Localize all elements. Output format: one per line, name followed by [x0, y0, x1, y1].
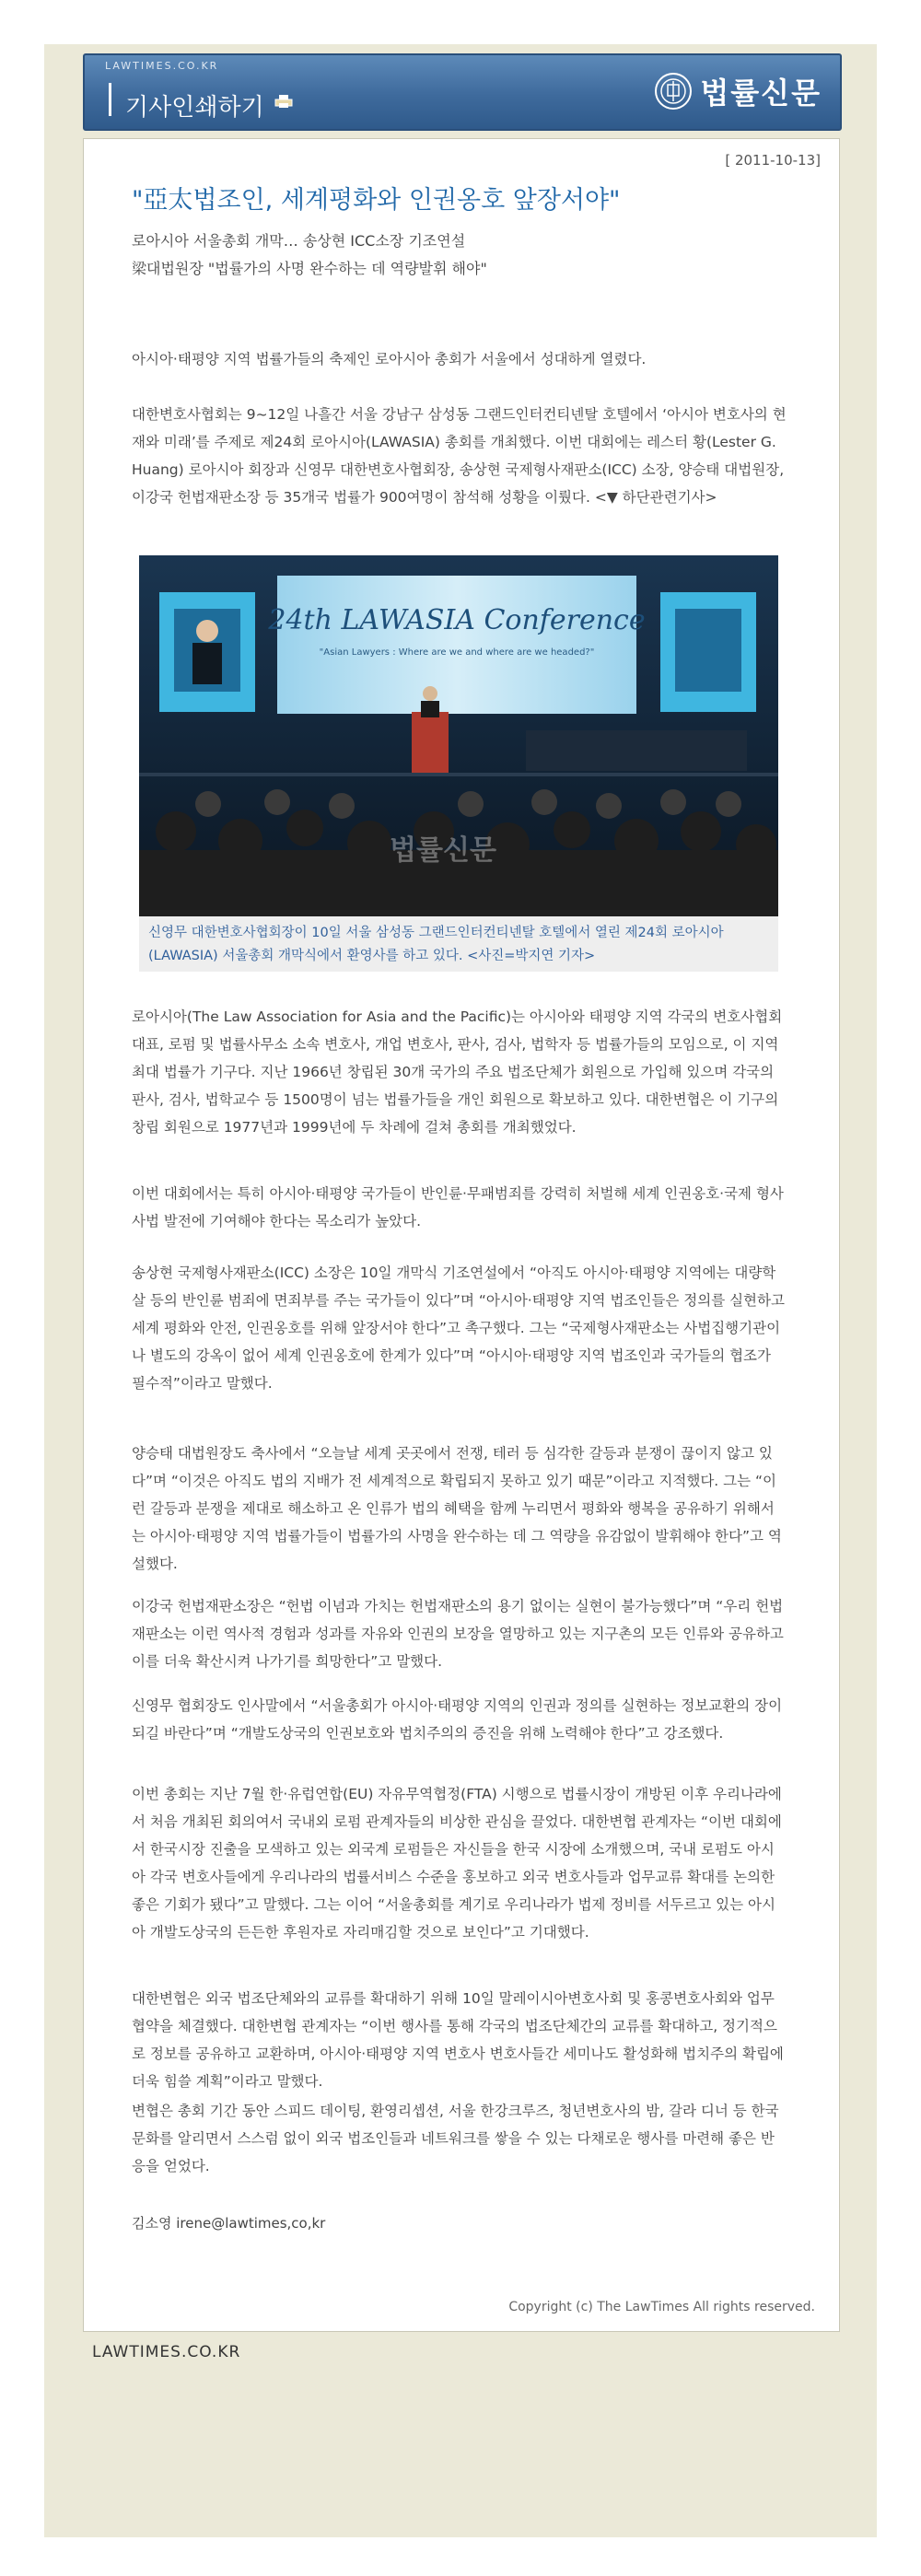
article-paragraph: 아시아·태평양 지역 법률가들의 축제인 로아시아 총회가 서울에서 성대하게 열렸다. [132, 351, 647, 367]
article-paragraph: 변협은 총회 기간 동안 스피드 데이팅, 환영리셉션, 서울 한강크루즈, 청년변호사의 밤, 갈라 디너 등 한국 문화를 알리면서 스스럼 없이 외국 법조인들과 네트워크를 쌓을 수 있는 다채로운 행사를 마련해 좋은 반응을 얻었다. [132, 2103, 779, 2174]
brand-name: 법률신문 [700, 76, 822, 111]
printer-icon[interactable] [274, 94, 293, 109]
article-photo [139, 555, 778, 916]
photo-watermark: 법률신문 [390, 834, 496, 867]
article-paragraph: 이번 총회는 지난 7월 한·유럽연합(EU) 자유무역협정(FTA) 시행으로 법률시장이 개방된 이후 우리나라에서 처음 개최된 회의여서 국내외 로펌 관계자들의 비상한 관심을 끌었다. 대한변협 관계자는 “이번 대회에서 한국시장 진출을 모색하고 있는 외국계 로펌들은 자신들을 한국 시장에 소개했으며, 국내 로펌도 아시아 각국 변호사들에게 우리나라의 법률서비스 수준을 홍보하고 외국 변호사들과 업무교류 확대를 논의한 좋은 기회가 됐다”고 말했다. 그는 이어 “서울총회를 계기로 우리나라가 법제 정비를 서두르고 있는 아시아 개발도상국의 든든한 후원자로 자리매김할 것으로 보인다”고 기대했다. [132, 1786, 782, 1941]
article-subhead: 梁대법원장 "법률가의 사명 완수하는 데 역량발휘 해야" [132, 260, 487, 277]
lawtimes-logo [654, 70, 822, 112]
article-paragraph: 이번 대회에서는 특히 아시아·태평양 국가들이 반인륜·무패범죄를 강력히 처벌해 세계 인권옹호·국제 형사사법 발전에 기여해야 한다는 목소리가 높았다. [132, 1185, 784, 1230]
print-article-title: 기사인쇄하기 [125, 94, 264, 122]
banner-subtitle: "Asian Lawyers : Where are we and where are we headed?" [319, 647, 595, 658]
article-headline: "亞太법조인, 세계평화와 인권옹호 앞장서야" [132, 186, 621, 215]
article-subhead: 로아시아 서울총회 개막… 송상현 ICC소장 기조연설 [132, 232, 466, 250]
article-paragraph: 이강국 헌법재판소장은 “헌법 이념과 가치는 헌법재판소의 용기 없이는 실현이 불가능했다”며 “우리 헌법재판소는 이런 역사적 경험과 성과를 자유와 인권의 보장을 열망하고 있는 지구촌의 모든 인류와 공유하고 이를 더욱 확산시켜 나가기를 희망한다”고 말했다. [132, 1598, 784, 1670]
article-paragraph: 양승태 대법원장도 축사에서 “오늘날 세계 곳곳에서 전쟁, 테러 등 심각한 갈등과 분쟁이 끊이지 않고 있다”며 “이것은 아직도 법의 지배가 전 세계적으로 확립되지 못하고 있기 때문”이라고 지적했다. 그는 “이런 갈등과 분쟁을 제대로 해소하고 온 인류가 법의 혜택을 함께 누리면서 평화와 행복을 공유하기 위해서는 아시아·태평양 지역 법률가들이 법률가의 사명을 완수하는 데 그 역량을 유감없이 발휘해야 한다”고 역설했다. [132, 1445, 782, 1572]
photo-caption: 신영무 대한변호사협회장이 10일 서울 삼성동 그랜드인터컨티넨탈 호텔에서 열린 제24회 로아시아(LAWASIA) 서울총회 개막식에서 환영사를 하고 있다. <사진=박지연 기자> [148, 926, 724, 963]
court-emblem-icon [654, 72, 693, 111]
conference-photo [139, 555, 778, 916]
article-paragraph: 신영무 협회장도 인사말에서 “서울총회가 아시아·태평양 지역의 인권과 정의를 실현하는 정보교환의 장이 되길 바란다”며 “개발도상국의 인권보호와 법치주의의 증진을 위해 노력해야 한다”고 강조했다. [132, 1697, 783, 1742]
header-divider [109, 83, 111, 116]
article-paragraph: 대한변협은 외국 법조단체와의 교류를 확대하기 위해 10일 말레이시아변호사회 및 홍콩변호사회와 업무협약을 체결했다. 대한변협 관계자는 “이번 행사를 통해 각국의 법조단체간의 교류를 확대하고, 정기적으로 정보를 공유하고 교환하며, 아시아·태평양 지역 변호사 변호사들간 세미나도 활성화해 법치주의 확립에 더욱 힘쓸 계획”이라고 말했다. [132, 1990, 784, 2090]
article-date: [ 2011-10-13] [725, 152, 821, 169]
copyright-notice: Copyright (c) The LawTimes All rights reserved. [508, 2300, 815, 2314]
footer-site-logo[interactable]: LAWTIMES.CO.KR [92, 2343, 241, 2361]
banner-title: 24th LAWASIA Conference [268, 604, 646, 636]
site-domain: LAWTIMES.CO.KR [105, 60, 219, 72]
article-paragraph: 송상현 국제형사재판소(ICC) 소장은 10일 개막식 기조연설에서 “아직도 아시아·태평양 지역에는 대량학살 등의 반인륜 범죄에 면죄부를 주는 국가들이 있다”며 “아시아·태평양 지역 법조인들은 정의를 실현하고 세계 평화와 안전, 인권옹호를 위해 앞장서야 한다”고 촉구했다. 그는 “국제형사재판소는 사법집행기관이나 별도의 강옥이 없어 세계 인권옹호에 한계가 있다”며 “아시아·태평양 지역 법조인과 국가들의 협조가 필수적”이라고 말했다. [132, 1265, 785, 1392]
author-byline: 김소영 irene@lawtimes,co,kr [132, 2215, 326, 2232]
article-paragraph: 로아시아(The Law Association for Asia and the Pacific)는 아시아와 태평양 지역 각국의 변호사협회 대표, 로펌 및 법률사무소 소속 변호사, 개업 변호사, 판사, 검사, 법학자 등 법률가들의 모임으로, 이 지역 최대 법률가 기구다. 지난 1966년 창립된 30개 국가의 주요 법조단체가 회원으로 가입해 있으며 각국의 판사, 검사, 법학교수 등 1500명이 넘는 법률가들을 개인 회원으로 확보하고 있다. 대한변협은 이 기구의 창립 회원으로 1977년과 1999년에 두 차례에 걸쳐 총회를 개최했었다. [132, 1008, 783, 1136]
article-panel [83, 138, 840, 2332]
photo-caption-box [139, 916, 778, 972]
print-header [83, 53, 842, 131]
article-paragraph: 대한변호사협회는 9~12일 나흘간 서울 강남구 삼성동 그랜드인터컨티넨탈 호텔에서 ‘아시아 변호사의 현재와 미래’를 주제로 제24회 로아시아(LAWASIA) 총회를 개최했다. 이번 대회에는 레스터 황(Lester G. Huang) 로아시아 회장과 신영무 대한변호사협회장, 송상현 국제형사재판소(ICC) 소장, 양승태 대법원장, 이강국 헌법재판소장 등 35개국 법률가 900여명이 참석해 성황을 이뤘다. <▼ 하단관련기사> [132, 406, 787, 506]
